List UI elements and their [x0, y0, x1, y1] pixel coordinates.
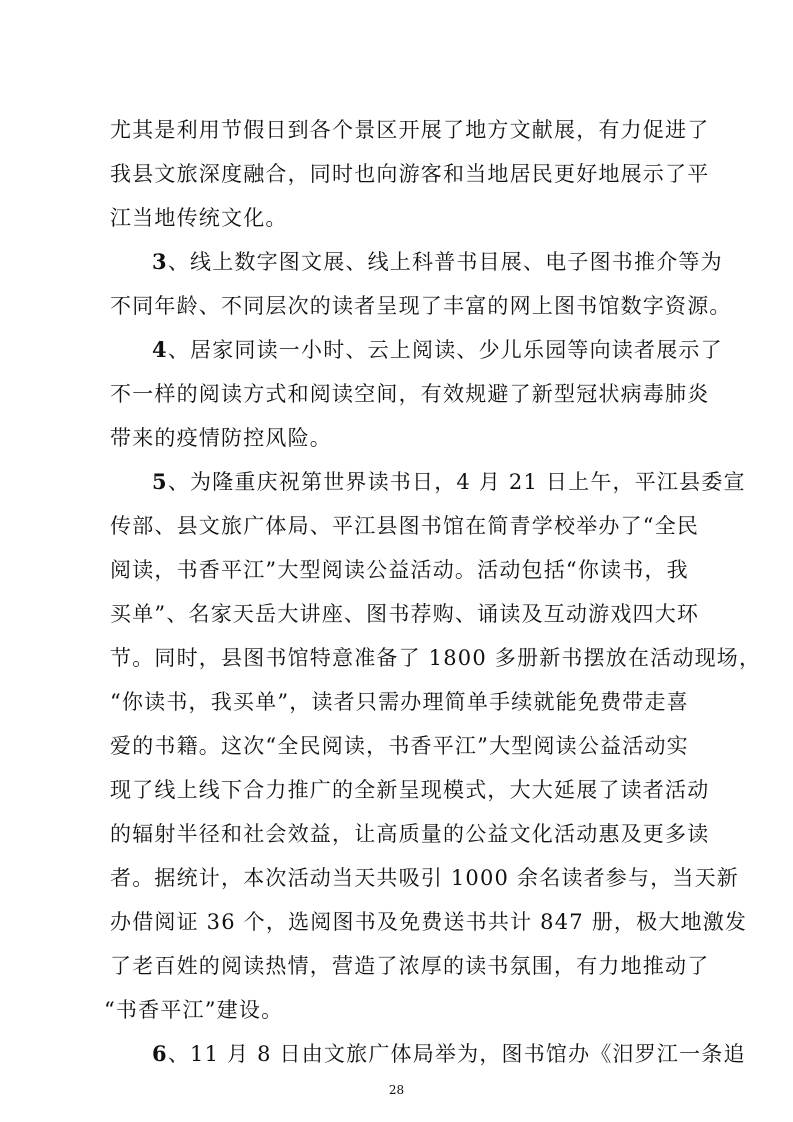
paragraph-first-line	[152, 468, 746, 496]
page-number: 28	[388, 1083, 405, 1097]
paragraph-line: 不一样的阅读方式和阅读空间，有效规避了新型冠状病毒肺炎	[110, 382, 710, 406]
paragraph-first-line	[152, 248, 723, 276]
paragraph-line: 传部、县文旅广体局、平江县图书馆在简青学校举办了“全民	[110, 514, 700, 538]
paragraph-line: 现了线上线下合力推广的全新呈现模式，大大延展了读者活动	[110, 778, 710, 802]
item-number: 3	[152, 249, 168, 274]
paragraph-line: 节。同时，县图书馆特意准备了 1800 多册新书摆放在活动现场，	[110, 646, 762, 670]
paragraph-first-line	[152, 1040, 746, 1068]
item-number: 4	[152, 337, 168, 362]
paragraph-line: “你读书，我买单”，读者只需办理简单手续就能免费带走喜	[110, 690, 689, 714]
paragraph-line: 者。据统计，本次活动当天共吸引 1000 余名读者参与，当天新	[110, 866, 739, 890]
paragraph-line: 不同年龄、不同层次的读者呈现了丰富的网上图书馆数字资源。	[110, 294, 732, 318]
paragraph-first-line	[152, 336, 723, 364]
paragraph-line: 带来的疫情防控风险。	[110, 426, 332, 450]
paragraph-line: 阅读，书香平江”大型阅读公益活动。活动包括“你读书，我	[110, 558, 689, 582]
item-number: 5	[152, 469, 168, 494]
line-text: 、居家同读一小时、云上阅读、少儿乐园等向读者展示了	[167, 338, 723, 362]
paragraph-line: 江当地传统文化。	[110, 206, 288, 230]
paragraph-line: 的辐射半径和社会效益，让高质量的公益文化活动惠及更多读	[110, 822, 710, 846]
item-number: 6	[152, 1041, 168, 1066]
paragraph-line: 买单”、名家天岳大讲座、图书荐购、诵读及互动游戏四大环	[110, 602, 700, 626]
line-text: 、11 月 8 日由文旅广体局举为，图书馆办《汨罗江一条追	[167, 1042, 746, 1066]
paragraph-line: 尤其是利用节假日到各个景区开展了地方文献展，有力促进了	[110, 118, 710, 142]
line-text: 、线上数字图文展、线上科普书目展、电子图书推介等为	[167, 250, 723, 274]
paragraph-line: 我县文旅深度融合，同时也向游客和当地居民更好地展示了平	[110, 162, 710, 186]
paragraph-line: 办借阅证 36 个，选阅图书及免费送书共计 847 册，极大地激发	[110, 910, 748, 934]
paragraph-line: “书香平江”建设。	[104, 998, 284, 1022]
paragraph-line: 爱的书籍。这次“全民阅读，书香平江”大型阅读公益活动实	[110, 734, 689, 758]
line-text: 、为隆重庆祝第世界读书日，4 月 21 日上午，平江县委宣	[167, 470, 746, 494]
paragraph-line: 了老百姓的阅读热情，营造了浓厚的读书氛围，有力地推动了	[110, 954, 710, 978]
